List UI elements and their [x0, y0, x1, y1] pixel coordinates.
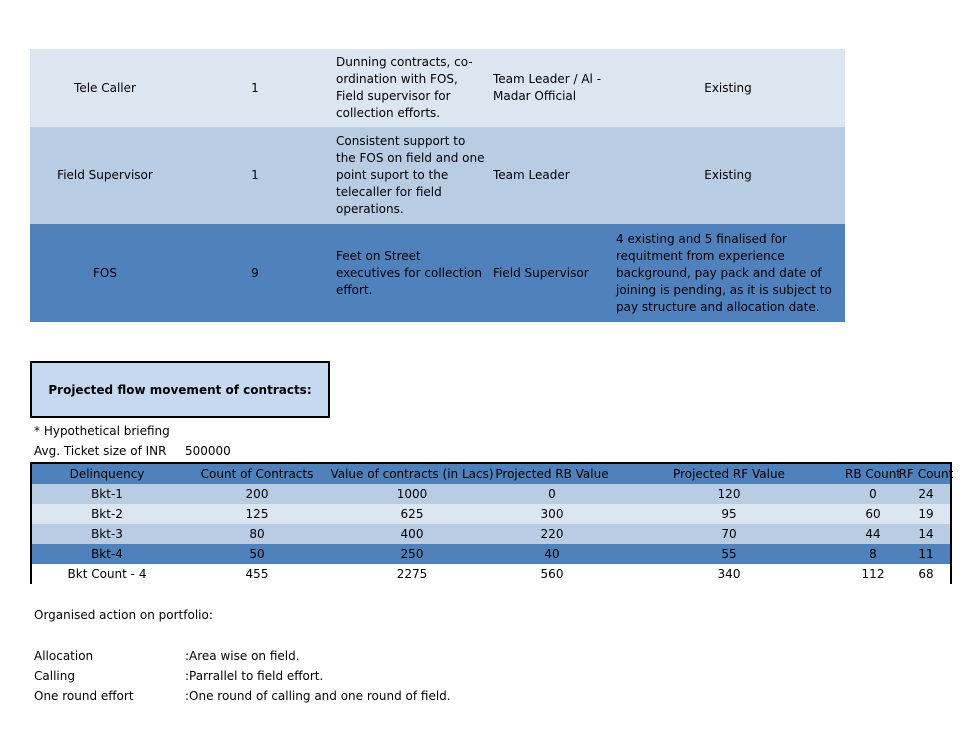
- action-label-one-round: One round effort: [34, 689, 134, 703]
- cell-value: 400: [400, 527, 424, 541]
- action-value-one-round: :One round of calling and one round of field.: [185, 689, 451, 703]
- table-row: [32, 544, 950, 564]
- flow-table-header: [32, 464, 954, 484]
- cell-rb-count: 8: [869, 547, 877, 561]
- cell-rb-value: 0: [548, 487, 556, 501]
- hypothetical-note: * Hypothetical briefing: [34, 424, 170, 438]
- role-row-field-supervisor: [30, 127, 845, 224]
- cell-rb-count: 44: [865, 527, 881, 541]
- cell-rf-value: 95: [721, 507, 737, 521]
- role-name: FOS: [93, 265, 117, 280]
- cell-rb-value: 220: [540, 527, 564, 541]
- cell-delinquency: Bkt-1: [91, 487, 123, 501]
- role-reports-to: Field Supervisor: [493, 265, 589, 280]
- cell-rb-value: 560: [540, 567, 564, 581]
- cell-count: 200: [245, 487, 269, 501]
- header-value: Value of contracts (in Lacs): [330, 467, 494, 481]
- action-label-allocation: Allocation: [34, 649, 94, 663]
- table-row-total: [32, 564, 950, 584]
- cell-rf-value: 340: [717, 567, 741, 581]
- action-value-allocation: :Area wise on field.: [185, 649, 300, 663]
- header-rf-value: Projected RF Value: [673, 467, 785, 481]
- role-count: 9: [251, 265, 259, 280]
- cell-rb-value: 300: [540, 507, 564, 521]
- role-description: Consistent support to the FOS on field and one point suport to the telecaller for field operations.: [336, 134, 485, 216]
- cell-value: 625: [400, 507, 424, 521]
- cell-delinquency: Bkt Count - 4: [67, 567, 147, 581]
- ticket-size-label: Avg. Ticket size of INR: [34, 444, 167, 458]
- cell-rf-value: 70: [721, 527, 737, 541]
- role-count: 1: [251, 80, 259, 95]
- cell-rf-count: 19: [918, 507, 934, 521]
- action-value-calling: :Parrallel to field effort.: [185, 669, 324, 683]
- role-row-fos: [30, 224, 845, 322]
- role-description: Dunning contracts, co-ordination with FOS, Field supervisor for collection efforts.: [336, 55, 473, 120]
- table-row: [32, 504, 950, 524]
- cell-rb-value: 40: [544, 547, 560, 561]
- cell-count: 50: [249, 547, 265, 561]
- section-title: Projected flow movement of contracts:: [48, 382, 312, 397]
- role-reports-to: Team Leader: [493, 168, 570, 182]
- cell-value: 2275: [396, 567, 428, 581]
- role-name: Tele Caller: [74, 80, 136, 95]
- role-status: 4 existing and 5 finalised for requitment from experience background, pay pack and date of joining is pending, as it is subject to pay structure and allocation date.: [616, 231, 832, 314]
- action-label-calling: Calling: [34, 669, 75, 683]
- cell-rb-count: 60: [865, 507, 881, 521]
- role-status: Existing: [704, 168, 752, 182]
- ticket-size-value: 500000: [185, 444, 231, 458]
- role-reports-to: Team Leader / Al - Madar Official: [493, 72, 602, 103]
- cell-value: 250: [400, 547, 424, 561]
- cell-rf-count: 68: [918, 567, 934, 581]
- cell-value: 1000: [396, 487, 428, 501]
- cell-delinquency: Bkt-4: [91, 547, 123, 561]
- header-rb-count: RB Count: [844, 467, 902, 481]
- role-description: Feet on Street executives for collection effort.: [336, 248, 482, 297]
- header-rf-count: RF Count: [898, 467, 954, 481]
- flow-table: [30, 462, 952, 584]
- header-delinquency: Delinquency: [69, 467, 145, 481]
- cell-count: 455: [245, 567, 269, 581]
- cell-rf-count: 14: [918, 527, 934, 541]
- cell-rf-count: 11: [918, 547, 934, 561]
- cell-rf-value: 55: [721, 547, 737, 561]
- role-count: 1: [251, 168, 259, 182]
- cell-delinquency: Bkt-3: [91, 527, 123, 541]
- cell-count: 125: [245, 507, 269, 521]
- role-row-tele-caller: [30, 49, 845, 127]
- cell-rf-count: 24: [918, 487, 934, 501]
- table-row: [32, 484, 950, 504]
- cell-delinquency: Bkt-2: [91, 507, 123, 521]
- section-title-box: [30, 361, 330, 418]
- table-row: [32, 524, 950, 544]
- header-count: Count of Contracts: [200, 467, 314, 481]
- cell-count: 80: [249, 527, 265, 541]
- organised-heading: Organised action on portfolio:: [34, 608, 213, 622]
- cell-rb-count: 112: [861, 567, 885, 581]
- role-status: Existing: [704, 80, 752, 95]
- header-rb-value: Projected RB Value: [495, 467, 609, 481]
- role-name: Field Supervisor: [57, 168, 153, 182]
- cell-rb-count: 0: [869, 487, 877, 501]
- cell-rf-value: 120: [717, 487, 741, 501]
